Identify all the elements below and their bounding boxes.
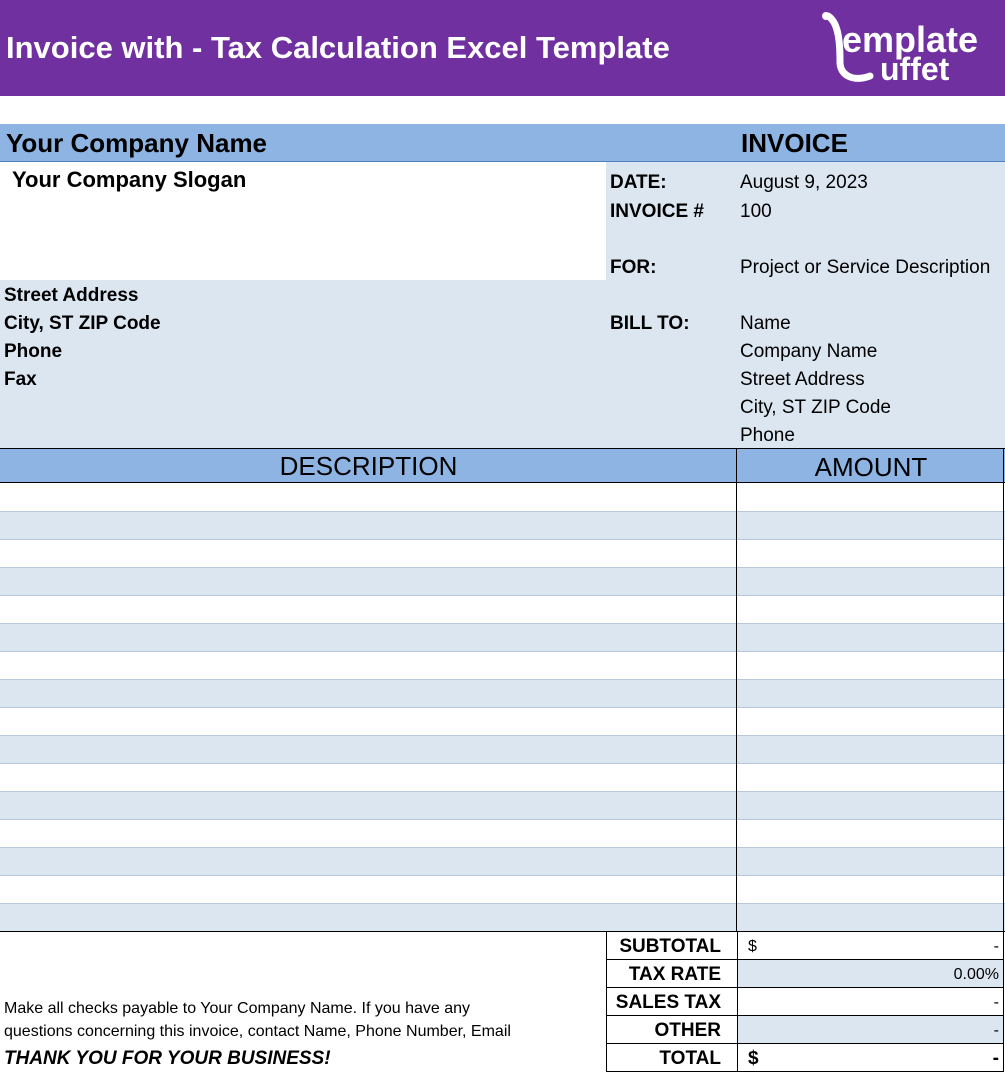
other-value[interactable] (738, 1022, 1003, 1042)
table-row[interactable] (0, 903, 1005, 931)
other-amount: - (993, 1022, 999, 1039)
bill-to-phone: Phone (740, 425, 795, 446)
payment-note-line2: questions concerning this invoice, contact Name, Phone Number, Email (4, 1023, 511, 1040)
bill-to-company: Company Name (740, 341, 878, 362)
bill-to-street: Street Address (740, 369, 865, 390)
sales-tax-label: SALES TAX (615, 992, 721, 1013)
company-city: City, ST ZIP Code (4, 313, 161, 334)
for-value: Project or Service Description (740, 257, 991, 278)
total-currency: $ (748, 1048, 759, 1069)
thank-you-message: THANK YOU FOR YOUR BUSINESS! (4, 1048, 331, 1069)
tax-rate-value[interactable] (738, 966, 1003, 986)
company-phone: Phone (4, 341, 63, 362)
table-row[interactable] (0, 511, 1005, 539)
table-row[interactable] (0, 567, 1005, 595)
amount-header: AMOUNT (814, 452, 928, 482)
invoice-heading: INVOICE (741, 128, 848, 158)
total-amount: - (992, 1048, 999, 1069)
invoice-number-label: INVOICE # (610, 201, 704, 222)
invoice-number-value: 100 (740, 201, 772, 222)
svg-text:uffet: uffet (880, 51, 950, 87)
sales-tax-amount: - (993, 994, 999, 1011)
tax-rate-label: TAX RATE (628, 964, 721, 985)
table-row[interactable] (0, 623, 1005, 651)
address-panel (0, 280, 1005, 448)
table-row[interactable] (0, 735, 1005, 763)
table-bottom-border (0, 931, 1005, 932)
other-label: OTHER (654, 1020, 721, 1041)
svg-text:emplate: emplate (842, 19, 979, 60)
company-street: Street Address (4, 285, 139, 306)
company-slogan: Your Company Slogan (12, 167, 247, 192)
table-row[interactable] (0, 791, 1005, 819)
subtotal-value (738, 938, 1003, 958)
template-buffet-logo (818, 10, 994, 88)
subtotal-currency: $ (748, 938, 757, 955)
bill-to-label: BILL TO: (610, 313, 690, 334)
date-value: August 9, 2023 (740, 172, 868, 193)
sales-tax-value (738, 994, 1003, 1014)
column-divider (736, 448, 737, 931)
bill-to-name: Name (740, 313, 791, 334)
company-fax: Fax (4, 369, 37, 390)
bill-to-city: City, ST ZIP Code (740, 397, 891, 418)
sheet-title: Invoice with - Tax Calculation Excel Template (6, 30, 670, 65)
company-name: Your Company Name (6, 128, 268, 158)
table-row[interactable] (0, 847, 1005, 875)
table-row[interactable] (0, 679, 1005, 707)
total-label: TOTAL (659, 1048, 721, 1069)
subtotal-amount: - (993, 938, 999, 955)
subtotal-label: SUBTOTAL (619, 936, 721, 957)
date-label: DATE: (610, 172, 667, 193)
description-header: DESCRIPTION (279, 451, 458, 481)
tax-rate-amount: 0.00% (953, 966, 999, 983)
payment-note-line1: Make all checks payable to Your Company Name. If you have any (4, 1000, 471, 1017)
total-value (738, 1048, 1003, 1070)
for-label: FOR: (610, 257, 657, 278)
